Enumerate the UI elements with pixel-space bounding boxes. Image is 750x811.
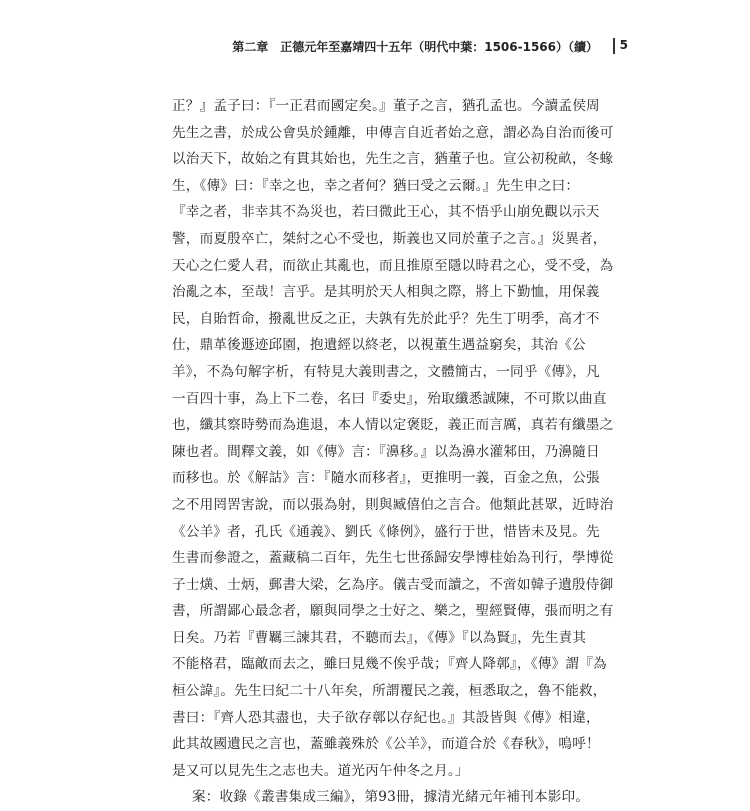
text-line: 之不用罔罟害說，而以張為射，則與臧僖伯之言合。他類此甚眾，近時治 xyxy=(172,496,614,513)
text-line: 是又可以見先生之志也夫。道光丙午仲冬之月。」 xyxy=(172,762,469,779)
body-text xyxy=(172,93,614,811)
text-line: 生書而參證之，蓋藏稿二百年，先生七世孫歸安學博桂始為刊行，學博從 xyxy=(172,550,614,567)
text-line: 書曰：『齊人恐其盡也，夫子欲存鄣以存紀也。』其設皆與《傳》相違， xyxy=(172,709,600,726)
text-line: 以治天下，故始之有貫其始也，先生之言，猶董子也。宣公初稅畝，冬蝝 xyxy=(172,151,614,168)
text-line: 生，《傳》曰：『幸之也，幸之者何？猶曰受之云爾。』先生申之曰： xyxy=(172,177,580,194)
text-line: 《公羊》者，孔氏《通義》、劉氏《條例》，盛行于世，惜皆未及見。先 xyxy=(172,523,600,540)
text-line: 此其故國遺民之言也，蓋雖義殊於《公羊》，而道合於《春秋》，嗚呼！ xyxy=(172,736,600,753)
source-note: 案：收錄《叢書集成三編》，第93冊，據清光緒元年補刊本影印。 xyxy=(192,789,590,806)
text-line: 不能格君，臨敵而去之，雖曰見幾不俟乎哉；『齊人降鄣』，《傳》謂『為 xyxy=(172,656,607,673)
text-line: 民，自貽哲命，撥亂世反之正，夫孰有先於此乎？先生丁明季，高才不 xyxy=(172,310,600,327)
text-line: 『幸之者，非幸其不為災也，若曰微此王心，其不悟乎山崩免觀以示天 xyxy=(172,204,600,221)
text-line: 也，纖其察時勢而為進退，本人情以定褒貶，義正而言厲，真若有纖墨之 xyxy=(172,417,614,434)
header-divider xyxy=(613,38,615,54)
text-line: 仕，鼎革後遯迹邱園，抱遺經以終老，以視董生遇益窮矣，其治《公 xyxy=(172,337,586,354)
text-line: 子士熿、士炳，郵書大梁，乞為序。儀吉受而讀之，不啻如韓子遺殷侍御 xyxy=(172,576,614,593)
text-line: 日矣。乃若『曹羈三諫其君，不聽而去』，《傳》『以為賢』，先生責其 xyxy=(172,629,587,646)
text-line: 治亂之本，至哉！言乎。是其明於天人相與之際，將上下勤恤，用保義 xyxy=(172,284,600,301)
text-line: 書，所謂鄙心最念者，願與同學之士好之、樂之，聖經賢傳，張而明之有 xyxy=(172,603,614,620)
text-line: 而移也。於《解詁》言：『隨水而移者』，更推明一義，百金之魚，公張 xyxy=(172,470,600,487)
text-line: 正？』孟子曰：『一正君而國定矣。』董子之言，猶孔孟也。今讀孟侯周 xyxy=(172,98,600,114)
running-header: 第二章 正德元年至嘉靖四十五年（明代中葉：1506-1566）（續） xyxy=(232,40,598,54)
text-line: 桓公諱』。先生曰紀二十八年矣，所謂覆民之義，桓悉取之，魯不能救， xyxy=(172,683,607,700)
text-line: 天心之仁愛人君，而欲止其亂也，而且推原至隱以時君之心，受不受，為 xyxy=(172,257,614,274)
text-line: 陳也者。間釋文義，如《傳》言：『濞移。』以為濞水灌邾田，乃濞隨日 xyxy=(172,443,600,460)
text-line: 警，而夏殷卒亡，桀紂之心不受也，斯義也又同於董子之言。』災異者， xyxy=(172,230,607,247)
page-number: 5 xyxy=(619,38,628,52)
text-line: 羊》，不為句解字析，有特見大義則書之，文體簡古，一同乎《傳》，凡 xyxy=(172,363,600,380)
text-line: 一百四十事，為上下二卷，名曰『委史』，殆取纖悉誠陳，不可欺以曲直 xyxy=(172,390,607,407)
text-line: 先生之書，於成公會吳於鍾離，申傳言自近者始之意，謂必為自治而後可 xyxy=(172,124,614,141)
